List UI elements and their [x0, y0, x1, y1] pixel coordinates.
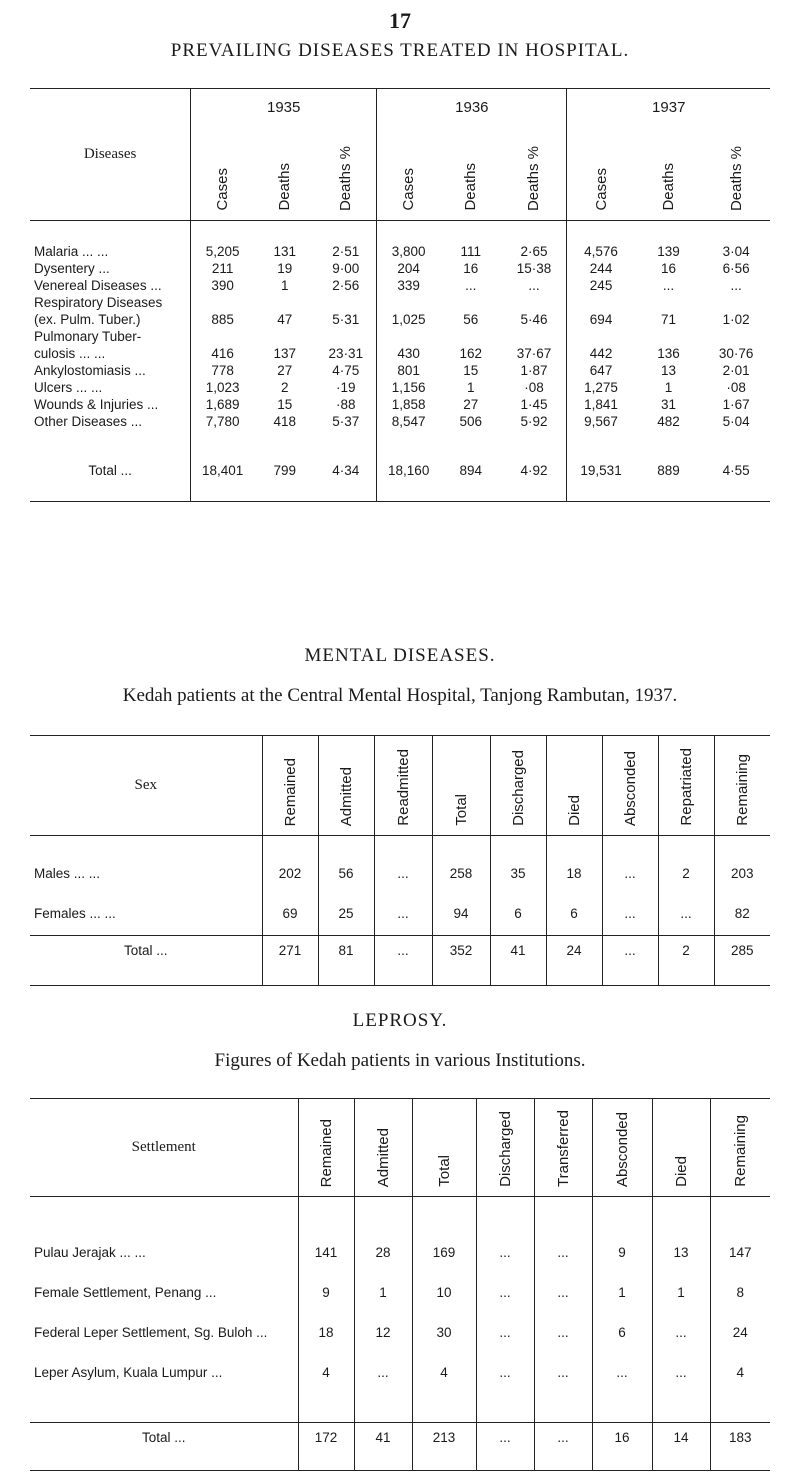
- cell-value: 82: [734, 906, 750, 921]
- cell-value: 1: [354, 1273, 412, 1313]
- cell-value: [567, 294, 635, 311]
- column-header-remaining: Remaining: [731, 1115, 749, 1187]
- cell-value: 15·38: [501, 260, 567, 277]
- leprosy-subtitle: Figures of Kedah patients in various Institutions.: [214, 1050, 586, 1071]
- cell-value: 5·92: [501, 413, 567, 430]
- cell-value: 27: [277, 362, 293, 378]
- cell-value: 244: [589, 260, 613, 276]
- cell-value: 3,800: [391, 243, 426, 259]
- column-header-discharged: Discharged: [476, 1099, 534, 1197]
- row-label: Females ... ...: [30, 894, 262, 934]
- page-number: 17: [389, 8, 411, 33]
- cell-value: 4: [412, 1353, 476, 1393]
- cell-value: ...: [465, 277, 477, 293]
- cell-value: [377, 294, 440, 311]
- table-row: [30, 345, 770, 362]
- table-row: [30, 1353, 770, 1393]
- table-row: [30, 894, 770, 934]
- cell-value: 1: [652, 1273, 710, 1313]
- cell-value: 1: [664, 379, 673, 395]
- cell-value: 139: [657, 243, 680, 259]
- cell-value: 30: [412, 1313, 476, 1353]
- cell-value: 3·04: [722, 243, 750, 259]
- cell-value: 2·56: [315, 277, 376, 294]
- cell-value: 1·87: [501, 362, 567, 379]
- cell-value: 4: [298, 1353, 354, 1393]
- cell-value: 111: [460, 243, 482, 259]
- cell-value: 31: [660, 396, 676, 412]
- cell-value: 69: [262, 894, 318, 934]
- section-title-prevailing-diseases: PREVAILING DISEASES TREATED IN HOSPITAL.: [170, 40, 630, 61]
- cell-value: 9,567: [584, 413, 618, 429]
- column-header-sex: Sex: [30, 736, 262, 836]
- column-header-absconded: Absconded: [592, 1099, 652, 1197]
- cell-value: 162: [459, 345, 483, 361]
- cell-value: 18: [546, 854, 602, 894]
- cell-value: 71: [660, 311, 676, 327]
- cell-value: 1·67: [722, 396, 750, 412]
- cell-value: 6: [592, 1313, 652, 1353]
- cell-value: 430: [397, 345, 420, 361]
- cell-value: 35: [490, 854, 546, 894]
- cell-value: ...: [652, 1313, 710, 1353]
- table-row: [30, 379, 770, 396]
- cell-value: 5·37: [315, 413, 376, 430]
- sub-header-1936-2: Deaths %: [501, 127, 567, 221]
- cell-value: 390: [211, 277, 234, 293]
- cell-value: 506: [459, 413, 483, 429]
- cell-value: 30·76: [718, 345, 754, 361]
- cell-value: 482: [657, 413, 680, 429]
- mental-diseases-table: [30, 735, 770, 986]
- total-label: Total ...: [30, 1423, 298, 1453]
- cell-value: 19: [277, 260, 293, 276]
- cell-value: [254, 294, 315, 311]
- cell-value: 28: [354, 1233, 412, 1273]
- column-header-absconded: Absconded: [602, 736, 658, 836]
- column-header-died: Died: [546, 736, 602, 836]
- cell-value: 137: [273, 345, 297, 361]
- cell-value: 1,023: [205, 379, 240, 395]
- total-value: ...: [534, 1423, 592, 1453]
- sub-header-1935-0: Cases: [191, 127, 254, 221]
- total-value: 4·34: [315, 458, 376, 484]
- cell-value: 418: [273, 413, 297, 429]
- total-value: 4·55: [722, 463, 750, 478]
- cell-value: 1,841: [584, 396, 618, 412]
- cell-value: 6: [490, 894, 546, 934]
- column-header-admitted: Admitted: [354, 1099, 412, 1197]
- cell-value: ...: [476, 1273, 534, 1313]
- cell-value: 1: [592, 1273, 652, 1313]
- cell-value: ...: [374, 894, 432, 934]
- cell-value: 56: [318, 854, 374, 894]
- total-value: 799: [273, 463, 297, 478]
- cell-value: 1,275: [584, 379, 618, 395]
- cell-value: 694: [589, 311, 613, 327]
- column-header-total: Total: [432, 736, 490, 836]
- cell-value: [635, 328, 703, 345]
- cell-value: ...: [730, 277, 742, 293]
- cell-value: 885: [211, 311, 234, 327]
- cell-value: 6: [546, 894, 602, 934]
- cell-value: ·08: [501, 379, 567, 396]
- total-value: 285: [730, 943, 754, 959]
- cell-value: 203: [730, 866, 754, 881]
- cell-value: ...: [534, 1273, 592, 1313]
- cell-value: ...: [602, 894, 658, 934]
- column-header-readmitted: Readmitted: [374, 736, 432, 836]
- cell-value: 442: [589, 345, 613, 361]
- cell-value: 5,205: [205, 243, 240, 259]
- table-row: [30, 260, 770, 277]
- disease-name: Other Diseases ...: [30, 413, 191, 430]
- cell-value: 211: [211, 260, 234, 276]
- cell-value: ...: [534, 1313, 592, 1353]
- disease-name: (ex. Pulm. Tuber.): [30, 311, 191, 328]
- cell-value: 778: [211, 362, 234, 378]
- cell-value: 47: [277, 311, 293, 327]
- cell-value: 2: [280, 379, 289, 395]
- prevailing-diseases-table: [30, 88, 770, 502]
- cell-value: ...: [476, 1233, 534, 1273]
- year-header-1935: 1935: [191, 89, 377, 127]
- table-row: [30, 854, 770, 894]
- total-row: [30, 458, 770, 484]
- table-row: [30, 362, 770, 379]
- cell-value: 2: [658, 854, 714, 894]
- sub-header-1935-2: Deaths %: [315, 127, 376, 221]
- cell-value: ...: [476, 1353, 534, 1393]
- table-row: [30, 1273, 770, 1313]
- sub-header-1937-2: Deaths %: [727, 145, 745, 211]
- cell-value: ...: [374, 854, 432, 894]
- cell-value: [501, 294, 567, 311]
- total-value: 41: [354, 1423, 412, 1453]
- cell-value: 141: [298, 1233, 354, 1273]
- total-value: 18,160: [388, 463, 430, 478]
- cell-value: 15: [277, 396, 293, 412]
- cell-value: 169: [412, 1233, 476, 1273]
- cell-value: ·88: [315, 396, 376, 413]
- total-value: 183: [728, 1430, 752, 1446]
- disease-name: Malaria ... ...: [30, 243, 191, 260]
- column-header-remained: Remained: [298, 1099, 354, 1197]
- cell-value: 1,025: [391, 311, 426, 327]
- column-header-discharged: Discharged: [490, 736, 546, 836]
- cell-value: 5·04: [722, 413, 750, 429]
- table-row: [30, 294, 770, 311]
- mental-diseases-subtitle: Kedah patients at the Central Mental Hospital, Tanjong Rambutan, 1937.: [122, 685, 678, 706]
- column-header-remained: Remained: [262, 736, 318, 836]
- column-header-died: Died: [652, 1099, 710, 1197]
- cell-value: 801: [397, 362, 420, 378]
- cell-value: 4,576: [584, 243, 618, 259]
- total-value: 213: [412, 1423, 476, 1453]
- table-row: [30, 396, 770, 413]
- column-header-remaining: Remaining: [733, 754, 751, 826]
- cell-value: 8: [736, 1285, 744, 1300]
- cell-value: 258: [432, 854, 490, 894]
- column-header-settlement: Settlement: [30, 1099, 298, 1197]
- cell-value: 1·02: [722, 311, 750, 327]
- cell-value: ...: [652, 1353, 710, 1393]
- table-row: [30, 277, 770, 294]
- cell-value: [440, 328, 501, 345]
- cell-value: ...: [501, 277, 567, 294]
- row-label: Leper Asylum, Kuala Lumpur ...: [30, 1353, 298, 1393]
- cell-value: ...: [534, 1353, 592, 1393]
- cell-value: 2·51: [315, 243, 376, 260]
- cell-value: 9·00: [315, 260, 376, 277]
- cell-value: 1: [467, 379, 475, 395]
- cell-value: [191, 294, 254, 311]
- cell-value: 339: [397, 277, 420, 293]
- total-label: Total ...: [30, 936, 262, 966]
- cell-value: 7,780: [205, 413, 240, 429]
- total-value: 172: [298, 1423, 354, 1453]
- column-header-total: Total: [412, 1099, 476, 1197]
- total-value: ...: [374, 936, 432, 966]
- cell-value: 1,689: [205, 396, 240, 412]
- disease-name: culosis ... ...: [30, 345, 191, 362]
- cell-value: 202: [262, 854, 318, 894]
- sub-header-1936-0: Cases: [377, 127, 440, 221]
- disease-name: Pulmonary Tuber-: [30, 328, 191, 345]
- row-label: Pulau Jerajak ... ...: [30, 1233, 298, 1273]
- disease-name: Dysentery ...: [30, 260, 191, 277]
- section-title-mental-diseases: MENTAL DISEASES.: [304, 645, 496, 666]
- cell-value: ...: [592, 1353, 652, 1393]
- row-label: Female Settlement, Penang ...: [30, 1273, 298, 1313]
- cell-value: [567, 328, 635, 345]
- total-value: 14: [652, 1423, 710, 1453]
- cell-value: ...: [476, 1313, 534, 1353]
- cell-value: 1·45: [501, 396, 567, 413]
- cell-value: 9: [298, 1273, 354, 1313]
- total-value: 18,401: [201, 463, 244, 478]
- total-value: 271: [262, 936, 318, 966]
- total-value: 352: [432, 936, 490, 966]
- disease-name: Respiratory Diseases: [30, 294, 191, 311]
- cell-value: [702, 294, 770, 311]
- sub-header-1935-1: Deaths: [276, 163, 294, 211]
- cell-value: 12: [354, 1313, 412, 1353]
- cell-value: [315, 294, 376, 311]
- cell-value: 10: [412, 1273, 476, 1313]
- cell-value: [501, 328, 567, 345]
- disease-name: Wounds & Injuries ...: [30, 396, 191, 413]
- cell-value: ·08: [726, 379, 746, 395]
- cell-value: 37·67: [501, 345, 567, 362]
- disease-name: Ankylostomiasis ...: [30, 362, 191, 379]
- cell-value: [191, 328, 254, 345]
- cell-value: 1,156: [391, 379, 426, 395]
- total-value: 81: [318, 936, 374, 966]
- column-header-admitted: Admitted: [318, 736, 374, 836]
- cell-value: 6·56: [722, 260, 750, 276]
- sub-header-1937-1: Deaths: [659, 163, 677, 211]
- cell-value: 136: [657, 345, 680, 361]
- sub-header-1936-1: Deaths: [462, 163, 480, 211]
- cell-value: 9: [592, 1233, 652, 1273]
- disease-name: Venereal Diseases ...: [30, 277, 191, 294]
- cell-value: 647: [589, 362, 613, 378]
- cell-value: [440, 294, 501, 311]
- cell-value: ...: [658, 894, 714, 934]
- cell-value: 24: [732, 1325, 748, 1340]
- column-header-transferred: Transferred: [534, 1099, 592, 1197]
- cell-value: 2·01: [722, 362, 750, 378]
- cell-value: 131: [273, 243, 297, 259]
- cell-value: 1: [280, 277, 289, 293]
- cell-value: 94: [432, 894, 490, 934]
- cell-value: [254, 328, 315, 345]
- cell-value: 18: [298, 1313, 354, 1353]
- cell-value: 245: [589, 277, 613, 293]
- cell-value: 4·75: [315, 362, 376, 379]
- cell-value: 13: [660, 362, 676, 378]
- total-label: Total ...: [30, 458, 191, 484]
- row-label: Males ... ...: [30, 854, 262, 894]
- disease-name: Ulcers ... ...: [30, 379, 191, 396]
- total-value: 24: [546, 936, 602, 966]
- cell-value: [635, 294, 703, 311]
- column-header-repatriated: Repatriated: [658, 736, 714, 836]
- cell-value: 16: [463, 260, 479, 276]
- section-title-leprosy: LEPROSY.: [352, 1010, 448, 1031]
- total-value: 889: [657, 463, 680, 478]
- total-row: [30, 1423, 770, 1453]
- cell-value: 56: [463, 311, 479, 327]
- total-value: ...: [602, 936, 658, 966]
- total-value: 4·92: [501, 458, 567, 484]
- cell-value: ·19: [315, 379, 376, 396]
- total-value: 894: [459, 463, 483, 478]
- cell-value: 204: [397, 260, 420, 276]
- cell-value: 27: [463, 396, 479, 412]
- cell-value: 4: [736, 1365, 744, 1380]
- cell-value: [315, 328, 376, 345]
- cell-value: [377, 328, 440, 345]
- cell-value: ...: [602, 854, 658, 894]
- table-row: [30, 1313, 770, 1353]
- leprosy-table: [30, 1098, 770, 1471]
- sub-header-1937-0: Cases: [567, 127, 635, 221]
- total-value: 41: [490, 936, 546, 966]
- cell-value: 2·65: [501, 243, 567, 260]
- cell-value: 16: [660, 260, 676, 276]
- cell-value: 25: [318, 894, 374, 934]
- total-value: ...: [476, 1423, 534, 1453]
- cell-value: [702, 328, 770, 345]
- total-value: 2: [658, 936, 714, 966]
- cell-value: 15: [463, 362, 479, 378]
- diseases-header: Diseases: [30, 89, 191, 221]
- total-value: 19,531: [580, 463, 622, 478]
- cell-value: 13: [652, 1233, 710, 1273]
- cell-value: ...: [534, 1233, 592, 1273]
- cell-value: 8,547: [391, 413, 426, 429]
- cell-value: 147: [728, 1245, 752, 1260]
- year-header-1937: 1937: [652, 99, 686, 117]
- cell-value: 1,858: [391, 396, 426, 412]
- total-row: [30, 936, 770, 966]
- year-header-1936: 1936: [377, 89, 567, 127]
- table-row: [30, 1233, 770, 1273]
- cell-value: 416: [211, 345, 234, 361]
- cell-value: ...: [354, 1353, 412, 1393]
- cell-value: 23·31: [315, 345, 376, 362]
- cell-value: 5·46: [501, 311, 567, 328]
- total-value: 16: [592, 1423, 652, 1453]
- table-row: [30, 311, 770, 328]
- row-label: Federal Leper Settlement, Sg. Buloh ...: [30, 1313, 298, 1353]
- table-row: [30, 243, 770, 260]
- cell-value: ...: [662, 277, 675, 293]
- table-row: [30, 413, 770, 430]
- table-row: [30, 328, 770, 345]
- cell-value: 5·31: [315, 311, 376, 328]
